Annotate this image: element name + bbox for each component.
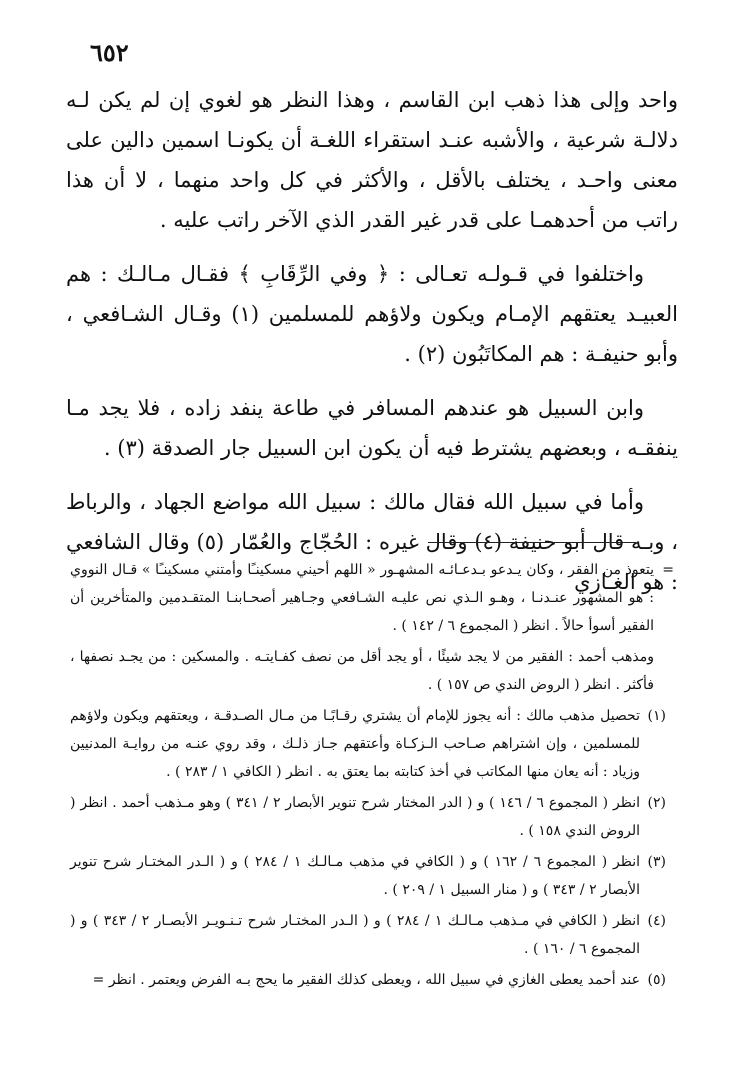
footnote	[70, 702, 666, 786]
footnote-continuation: = يتعوذ من الفقر ، وكان يـدعو بـدعـائـه المشهـور « اللهم أحيني مسكينـًا وأمتني مسكينـًا » قـال النووي : هو المشهور عنـدنـا ، وهـو الـذي نص عليـه الشـافعي وجـاهير أصحـابنـا المتقـدمين والمتأخرين أن الفقير أسوأ حالاً . انظر ( المجموع ٦ / ١٤٢ ) .	[70, 556, 666, 640]
footnote	[70, 907, 666, 963]
footnote-number: (٤)	[647, 913, 666, 929]
footnote	[70, 966, 666, 994]
footnote-text: تحصيل مذهب مالك : أنه يجوز للإمام أن يشتري رقـابًـا من مـال الصـدقـة ، ويعتقهم ويكون ولاؤهم للمسلمين ، وإن اشتراهم صـاحب الـزكـاة وأعتقهم جـاز ذلـك ، وقد روي عنـه من روايـة المدنيين وزياد : أنه يعان منها المكاتب في أخذ كتابته بما يعتق به . انظر ( الكافي ١ / ٢٨٣ ) .	[70, 708, 640, 780]
footnote-number: (٢)	[647, 795, 666, 811]
footnote-number: (٥)	[647, 972, 666, 988]
main-text	[66, 80, 678, 616]
footnote	[70, 789, 666, 845]
paragraph: وابن السبيل هو عندهم المسافر في طاعة ينفد زاده ، فلا يجد مـا ينفقـه ، وبعضهم يشترط فيه أن يكون ابن السبيل جار الصدقة (٣) .	[66, 396, 678, 460]
page-number: ٦٥٢	[90, 38, 129, 67]
footnote-text: انظر ( الكافي في مـذهب مـالـك ١ / ٢٨٤ ) و ( الـدر المختـار شرح تـنـويـر الأبصـار ٢ / ٣٤٣ ) و ( المجموع ٦ / ١٦٠ ) .	[70, 913, 640, 957]
paragraph: واحد وإلى هذا ذهب ابن القاسم ، وهذا النظر هو لغوي إن لم يكن لـه دلالـة شرعية ، والأشبه عنـد استقراء اللغـة أن يكونـا اسمين دالين على معنى واحـد ، يختلف بالأقل ، والأكثر في كل واحد منهما ، لا أن هذا راتب من أحدهمـا على قدر غير القدر الذي الآخر راتب عليه .	[66, 88, 678, 232]
footnote-divider	[428, 542, 636, 543]
footnote-number: (٣)	[647, 854, 666, 870]
paragraph: وأما في سبيل الله فقال مالك : سبيل الله مواضع الجهاد ، والرباط ، وبـه قال أبو حنيفة (٤) وقال غيره : الحُجّاج والعُمّار (٥) وقال الشافعي : هو الغـازي	[66, 490, 678, 594]
footnote-text: انظر ( المجموع ٦ / ١٤٦ ) و ( الدر المختار شرح تنوير الأبصار ٢ / ٣٤١ ) وهو مـذهب أحمد . انظر ( الروض الندي ١٥٨ ) .	[70, 795, 640, 839]
footnote-text: انظر ( المجموع ٦ / ١٦٢ ) و ( الكافي في مذهب مـالـك ١ / ٢٨٤ ) و ( الـدر المختـار شرح تنوير الأبصار ٢ / ٣٤٣ ) و ( منار السبيل ١ / ٢٠٩ ) .	[70, 854, 640, 898]
footnotes	[70, 556, 666, 997]
footnote	[70, 848, 666, 904]
paragraph: واختلفوا في قـولـه تعـالى : ﴿ وفي الرِّقَابِ ﴾ فقـال مـالـك : هم العبيـد يعتقهم الإمـام ويكون ولاؤهم للمسلمين (١) وقـال الشـافعي ، وأبو حنيفـة : هم المكاتَبُون (٢) .	[66, 262, 678, 366]
footnote-text: عند أحمد يعطى الغازي في سبيل الله ، ويعطى كذلك الفقير ما يحج بـه الفرض ويعتمر . انظر =	[92, 972, 640, 988]
footnote-continuation: ومذهب أحمد : الفقير من لا يجد شيئًا ، أو يجد أقل من نصف كفـايتـه . والمسكين : من يجـد نصفها ، فأكثر . انظر ( الروض الندي ص ١٥٧ ) .	[70, 649, 654, 693]
footnote-number: (١)	[647, 708, 666, 724]
